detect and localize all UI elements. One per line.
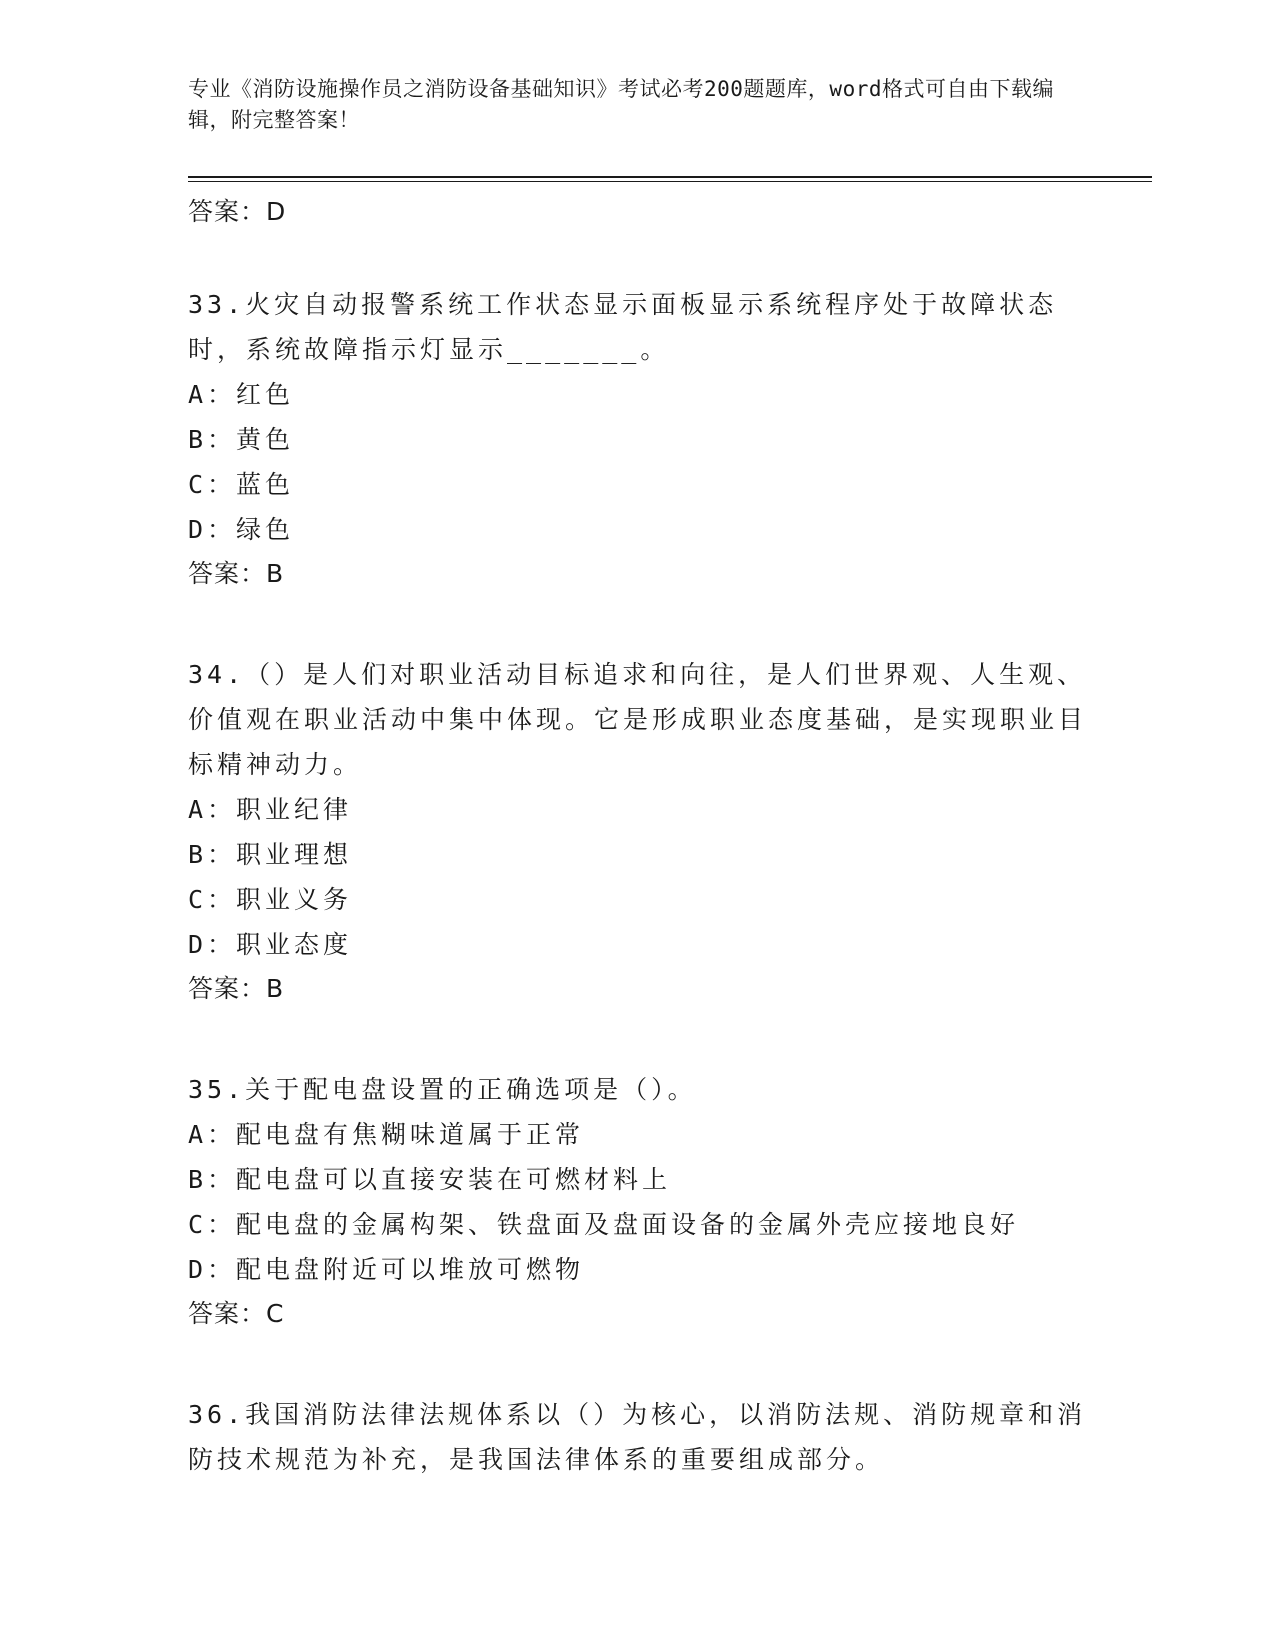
question-text: 36.我国消防法律法规体系以（）为核心，以消防法规、消防规章和消防技术规范为补充，是我国法律体系的重要组成部分。 — [188, 1400, 1087, 1474]
spacer — [188, 1336, 1088, 1392]
option-d: D：配电盘附近可以堆放可燃物 — [188, 1255, 585, 1284]
option-d: D：职业态度 — [188, 930, 353, 959]
question-35 — [188, 1067, 1088, 1336]
question-text: 33.火灾自动报警系统工作状态显示面板显示系统程序处于故障状态时，系统故障指示灯显示_______。 — [188, 290, 1058, 364]
question-text: 35.关于配电盘设置的正确选项是（）。 — [188, 1075, 697, 1104]
option-a: A：职业纪律 — [188, 795, 353, 824]
option-a: A：红色 — [188, 380, 295, 409]
option-b: B：黄色 — [188, 425, 295, 454]
option-c: C：配电盘的金属构架、铁盘面及盘面设备的金属外壳应接地良好 — [188, 1210, 1020, 1239]
page-header: 专业《消防设施操作员之消防设备基础知识》考试必考200题题库，word格式可自由下载编辑，附完整答案！ — [188, 77, 1054, 132]
spacer — [188, 1011, 1088, 1067]
question-34 — [188, 652, 1088, 1011]
option-c: C：蓝色 — [188, 470, 295, 499]
option-b: B：配电盘可以直接安装在可燃材料上 — [188, 1165, 672, 1194]
option-c: C：职业义务 — [188, 885, 353, 914]
option-b: B：职业理想 — [188, 840, 353, 869]
option-a: A：配电盘有焦糊味道属于正常 — [188, 1120, 585, 1149]
answer-line: 答案：D — [188, 197, 287, 226]
spacer — [188, 596, 1088, 652]
spacer — [188, 234, 1088, 282]
header-divider-thin — [188, 181, 1152, 182]
question-list — [188, 190, 1088, 1482]
question-36 — [188, 1392, 1088, 1482]
answer-line: 答案：C — [188, 1299, 285, 1328]
option-d: D：绿色 — [188, 515, 295, 544]
question-33 — [188, 282, 1088, 596]
answer-line: 答案：B — [188, 974, 285, 1003]
question-text: 34.（）是人们对职业活动目标追求和向往，是人们世界观、人生观、价值观在职业活动中集中体现。它是形成职业态度基础，是实现职业目标精神动力。 — [188, 660, 1088, 779]
answer-line: 答案：B — [188, 559, 285, 588]
header-divider-thick — [188, 176, 1152, 178]
